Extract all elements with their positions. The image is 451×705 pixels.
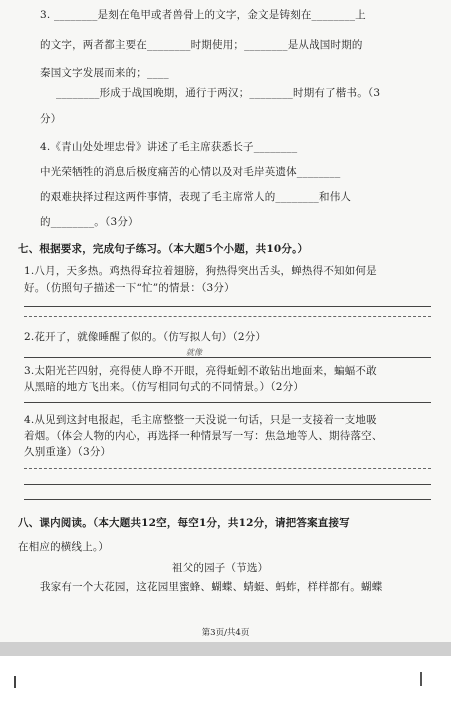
- s7-q4-line2: 着烟。（体会人物的内心，再选择一种情景写一写：焦急地等人、期待落空、: [24, 430, 383, 442]
- section-eight-heading-cont: 在相应的横线上。）: [18, 541, 110, 553]
- q3-line2: 的文字，两者都主要在________时期使用；________是从战国时期的: [40, 39, 363, 51]
- answer-line: [24, 306, 431, 307]
- q3-line4: ________形成于战国晚期，通行于两汉；________时期有了楷书。（3: [56, 87, 381, 99]
- page-gap: [0, 642, 451, 656]
- section-seven-heading: 七、根据要求，完成句子练习。（本大题5个小题，共10分。）: [18, 243, 309, 255]
- scan-mark: [420, 672, 422, 686]
- scan-mark: [14, 676, 16, 688]
- answer-line: [24, 468, 431, 469]
- passage-title: 祖父的园子（节选）: [172, 562, 269, 574]
- answer-line: [24, 316, 431, 317]
- s7-q4-line1: 4.从见到这封电报起，毛主席整整一天没说一句话，只是一支接着一支地吸: [24, 414, 377, 426]
- page-number: 第3页/共4页: [201, 628, 250, 638]
- s7-q1-line1: 1.八月，天多热。鸡热得耷拉着翅膀，狗热得突出舌头，蝉热得不知如何是: [24, 265, 377, 277]
- q3-line3: 秦国文字发展而来的；____: [40, 67, 169, 79]
- section-eight-heading: 八、课内阅读。（本大题共12空，每空1分，共12分，请把答案直接写: [18, 517, 350, 529]
- answer-line: [24, 357, 431, 358]
- q3-line1: 3. ________是刻在龟甲或者兽骨上的文字，金文是铸刻在________上: [40, 9, 366, 21]
- next-page-edge: [0, 656, 451, 705]
- handwritten-note: 就像: [186, 348, 202, 357]
- s7-q2: 2.花开了，就像睡醒了似的。（仿写拟人句）（2分）: [24, 331, 267, 343]
- s7-q1-line2: 好。（仿照句子描述一下“忙”的情景：（3分）: [24, 282, 235, 294]
- answer-line: [24, 484, 431, 485]
- q4-line1: 4.《青山处处埋忠骨》讲述了毛主席获悉长子________: [40, 141, 298, 153]
- passage-line1: 我家有一个大花园，这花园里蜜蜂、蝴蝶、蜻蜓、蚂蚱，样样都有。蝴蝶: [40, 581, 383, 593]
- s7-q3-line2: 从黑暗的地方飞出来。（仿写相同句式的不同情景。）（2分）: [24, 381, 305, 393]
- q4-line2: 中光荣牺牲的消息后极度痛苦的心情以及对毛岸英遗体________: [40, 166, 341, 178]
- s7-q4-line3: 久别重逢）（3分）: [24, 446, 112, 458]
- answer-line: [24, 402, 431, 403]
- q3-line5: 分）: [40, 113, 62, 125]
- q4-line4: 的________。（3分）: [40, 216, 139, 228]
- s7-q3-line1: 3.太阳光芒四射，亮得使人睁不开眼，亮得蚯蚓不敢钻出地面来，蝙蝠不敢: [24, 365, 377, 377]
- q4-line3: 的艰难抉择过程这两件事情，表现了毛主席常人的________和伟人: [40, 191, 352, 203]
- answer-line: [24, 499, 431, 500]
